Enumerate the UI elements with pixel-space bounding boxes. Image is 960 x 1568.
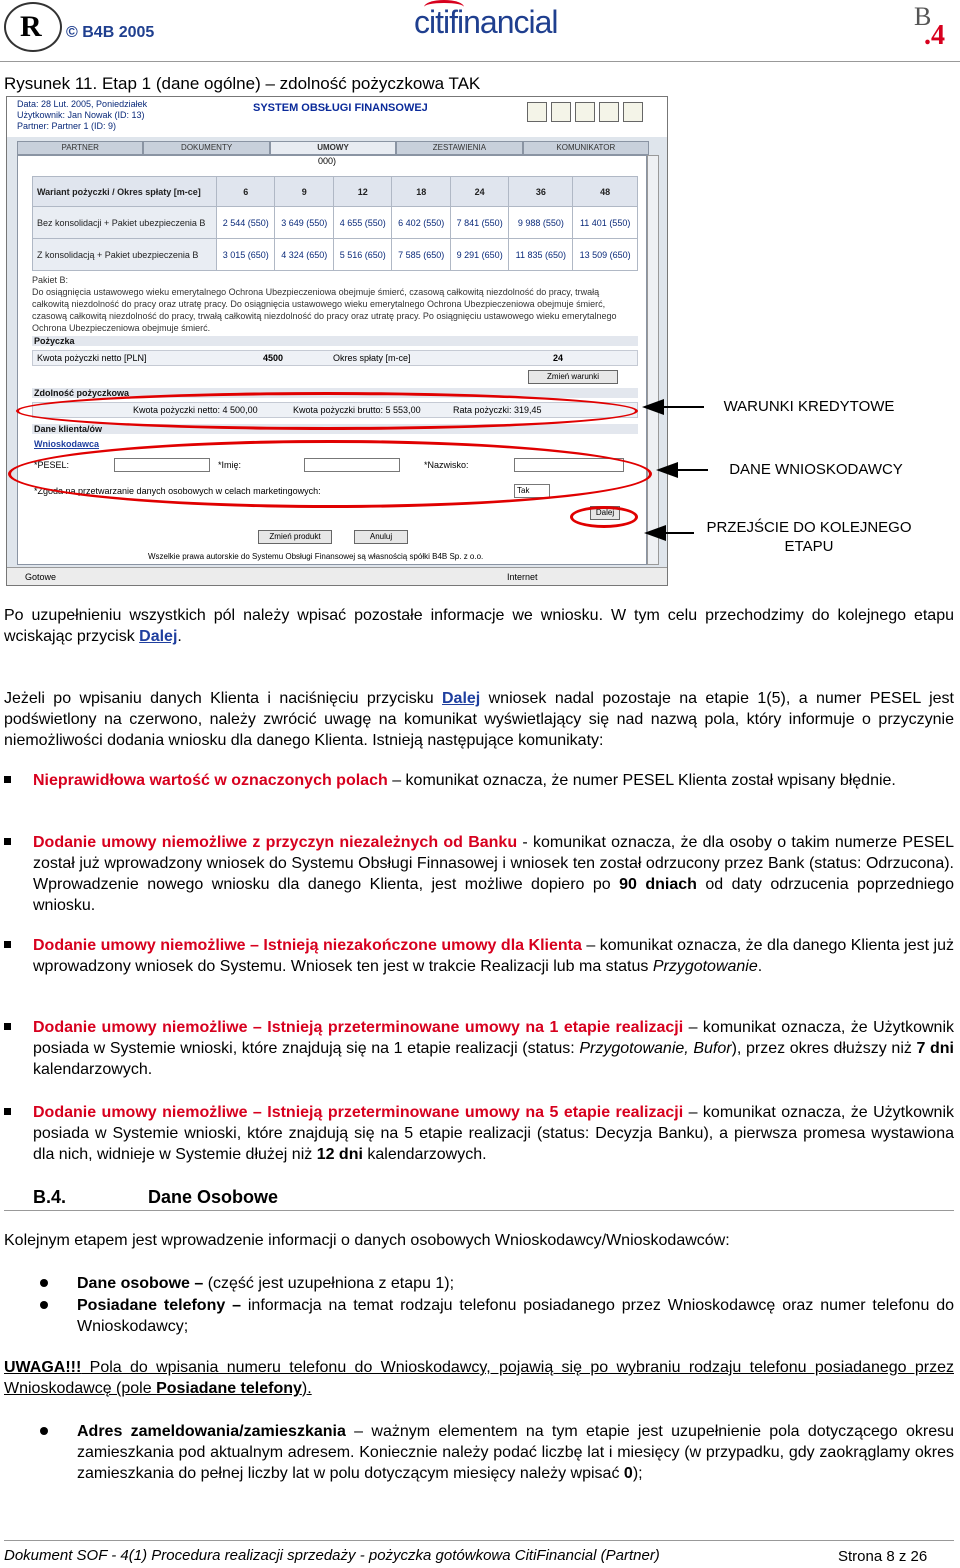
square-bullet-icon bbox=[4, 838, 11, 845]
kwota-netto: Kwota pożyczki netto: 4 500,00 bbox=[133, 405, 258, 415]
logout-icon[interactable] bbox=[623, 102, 643, 122]
tab-zestawienia[interactable]: ZESTAWIENIA bbox=[396, 141, 522, 155]
text: ). bbox=[301, 1380, 312, 1397]
text: Posiadane telefony – bbox=[77, 1297, 242, 1314]
arrow-line bbox=[664, 532, 694, 534]
tab-partner[interactable]: PARTNER bbox=[17, 141, 143, 155]
table-cell[interactable]: 2 544 (550) bbox=[217, 207, 275, 239]
loan-variant-table bbox=[32, 176, 638, 271]
zmien-produkt-button[interactable]: Zmień produkt bbox=[258, 530, 332, 544]
b4b-logo-top: B bbox=[914, 2, 932, 31]
text: ), przez okres dłuższy niż bbox=[731, 1040, 917, 1057]
text: Adres zameldowania/zamieszkania bbox=[77, 1423, 346, 1440]
table-cell[interactable]: 4 655 (550) bbox=[333, 207, 391, 239]
square-bullet-icon bbox=[4, 1023, 11, 1030]
seal-letter: R bbox=[20, 10, 42, 43]
dalej-link[interactable]: Dalej bbox=[441, 690, 481, 707]
footer-divider bbox=[4, 1540, 954, 1541]
kwota-label: Kwota pożyczki netto [PLN] bbox=[37, 353, 147, 363]
table-cell[interactable]: 3 649 (550) bbox=[275, 207, 333, 239]
app-screenshot bbox=[6, 96, 668, 586]
text: wniosek nadal pozostaje na etapie 1(5), a numer PESEL jest podświetlony na czerwono, należy zwrócić uwagę na komunikat wyświetlający się nad nazwą pola, który informuje o przyczynie niemożliwości dodania wniosku dla danego Klienta. Istnieją następujące komunikaty: bbox=[4, 690, 954, 749]
tab-umowy[interactable]: UMOWY bbox=[270, 141, 396, 155]
round-bullet-icon bbox=[40, 1427, 48, 1435]
okres-label: Okres spłaty [m-ce] bbox=[333, 353, 411, 363]
text: Posiadane telefony bbox=[156, 1380, 302, 1397]
palette-icon[interactable] bbox=[575, 102, 595, 122]
paragraph-intro bbox=[4, 605, 954, 647]
month-18: 18 bbox=[392, 177, 450, 207]
main-tabs bbox=[17, 141, 649, 155]
table-row bbox=[33, 207, 638, 239]
arrow-left-icon bbox=[644, 525, 666, 541]
pakiet-title: Pakiet B: bbox=[32, 275, 69, 285]
row-label: Z konsolidacją + Pakiet ubezpieczenia B bbox=[33, 239, 217, 271]
imie-label: *Imię: bbox=[218, 460, 242, 470]
square-bullet-icon bbox=[4, 941, 11, 948]
print-icon[interactable] bbox=[527, 102, 547, 122]
message-item bbox=[33, 770, 954, 791]
app-toolbar bbox=[527, 102, 643, 122]
copyright-notice: © B4B 2005 bbox=[66, 24, 155, 41]
b4b-logo bbox=[904, 2, 956, 54]
arrow-left-icon bbox=[642, 399, 664, 415]
table-row bbox=[33, 239, 638, 271]
zgoda-label: *Zgoda na przetwarzanie danych osobowych w celach marketingowych: bbox=[34, 486, 321, 496]
pozyczka-section: Pożyczka bbox=[32, 336, 638, 346]
square-bullet-icon bbox=[4, 1108, 11, 1115]
app-header bbox=[7, 97, 667, 137]
text: UWAGA!!! bbox=[4, 1359, 82, 1376]
table-cell[interactable]: 6 402 (550) bbox=[392, 207, 450, 239]
text: 90 dniach bbox=[619, 876, 697, 893]
table-cell[interactable]: 3 015 (650) bbox=[217, 239, 275, 271]
callout-dane: DANE WNIOSKODAWCY bbox=[729, 461, 903, 478]
list-item bbox=[77, 1295, 954, 1337]
text: Przygotowanie, Bufor bbox=[579, 1040, 732, 1057]
zmien-warunki-button[interactable]: Zmień warunki bbox=[528, 370, 618, 384]
text: 12 dni bbox=[316, 1146, 363, 1163]
month-12: 12 bbox=[333, 177, 391, 207]
dalej-highlight-ellipse bbox=[570, 506, 638, 528]
text: informacja na temat rodzaju telefonu posiadanego przez Wnioskodawcę oraz numer telefonu do Wnioskodawcy; bbox=[77, 1297, 955, 1335]
tab-komunikator[interactable]: KOMUNIKATOR bbox=[523, 141, 649, 155]
table-cell[interactable]: 11 401 (550) bbox=[573, 207, 638, 239]
text: Po uzupełnieniu wszystkich pól należy wpisać pozostałe informacje we wniosku. W tym celu przechodzimy do kolejnego etapu wciskając przycisk bbox=[4, 607, 954, 645]
text: kalendarzowych. bbox=[362, 1146, 487, 1163]
message-title: Dodanie umowy niemożliwe – Istnieją niezakończone umowy dla Klienta bbox=[33, 937, 582, 954]
message-title: Nieprawidłowa wartość w oznaczonych polach bbox=[33, 772, 388, 789]
text: – komunikat oznacza, że dla danego Klienta jest już wprowadzony wniosek do Systemu. Wniosek ten jest w trakcie Realizacji lub ma status bbox=[33, 937, 955, 975]
text: – komunikat oznacza, że numer PESEL Klienta został wpisany błędnie. bbox=[387, 772, 896, 789]
message-title: Dodanie umowy niemożliwe – Istnieją przeterminowane umowy na 1 etapie realizacji bbox=[33, 1019, 684, 1036]
page-number: Strona 8 z 26 bbox=[838, 1548, 928, 1565]
tab-dokumenty[interactable]: DOKUMENTY bbox=[143, 141, 269, 155]
message-item bbox=[33, 935, 954, 977]
pakiet-text: Do osiągnięcia ustawowego wieku emerytalnego Ochrona Ubezpieczeniowa obejmuje śmierć, czasową całkowitą niezdolność do pracy, trwałą całkowitą niezdolność do pracy oraz utratę pracy. Do osiągnięcia ustawowego wieku emerytalnego Ochrona Ubezpieczeniowa obejmuje śmierć, czasową całkowitą niezdolność do pracy, trwałą całkowitą niezdolność do pracy oraz utratę pracy. Po osiągnięciu ustawowego wieku emerytalnego Ochrona Ubezpieczeniowa obejmuje śmierć. bbox=[32, 287, 617, 333]
page-header bbox=[0, 0, 960, 62]
paragraph-uwaga bbox=[4, 1357, 954, 1399]
status-zone: Internet bbox=[507, 572, 538, 582]
month-9: 9 bbox=[275, 177, 333, 207]
section-number: B.4. bbox=[33, 1187, 67, 1207]
kwota-brutto: Kwota pożyczki brutto: 5 553,00 bbox=[293, 405, 421, 415]
system-title: SYSTEM OBSŁUGI FINANSOWEJ bbox=[253, 102, 428, 114]
text: (część jest uzupełniona z etapu 1); bbox=[203, 1275, 455, 1292]
footer-document: Dokument SOF - 4(1) Procedura realizacji sprzedaży - pożyczka gotówkowa CitiFinancial (Partner) bbox=[4, 1547, 660, 1564]
pakiet-description bbox=[32, 274, 638, 334]
callout-warunki: WARUNKI KREDYTOWE bbox=[723, 398, 895, 415]
month-24: 24 bbox=[450, 177, 508, 207]
pesel-label: *PESEL: bbox=[34, 460, 70, 470]
row-label: Bez konsolidacji + Pakiet ubezpieczenia B bbox=[33, 207, 217, 239]
zdolnosc-section: Zdolność pożyczkowa bbox=[32, 388, 638, 398]
nazwisko-label: *Nazwisko: bbox=[424, 460, 469, 470]
text: Przygotowanie bbox=[652, 958, 758, 975]
text: – komunikat oznacza, że Użytkownik posiada w Systemie wnioski, które znajdują się na 1 etapie realizacji (status: bbox=[33, 1019, 955, 1057]
message-title: Dodanie umowy niemożliwe – Istnieją przeterminowane umowy na 5 etapie realizacji bbox=[33, 1104, 684, 1121]
variant-header: Wariant pożyczki / Okres spłaty [m-ce] bbox=[33, 177, 217, 207]
message-title: Dodanie umowy niemożliwe z przyczyn niezależnych od Banku bbox=[33, 834, 518, 851]
b4b-logo-bottom: .4 bbox=[924, 20, 945, 51]
text: Jeżeli po wpisaniu danych Klienta i naciśnięciu przycisku bbox=[4, 690, 442, 707]
text: Pola do wpisania numeru telefonu do Wnioskodawcy, pojawią się po wybraniu rodzaju telefonu posiadanego przez Wnioskodawcę (pole bbox=[4, 1359, 954, 1397]
text: – komunikat oznacza, że Użytkownik posiada w Systemie wnioski, które znajdują się na 5 etapie realizacji (status: Decyzja Banku), a pierwsza promesa wystawiona dla nich, widnieje w Systemie dłużej niż bbox=[33, 1104, 955, 1163]
text: Dane osobowe – bbox=[77, 1275, 204, 1292]
message-item bbox=[33, 832, 954, 916]
anuluj-button[interactable]: Anuluj bbox=[354, 530, 408, 544]
month-48: 48 bbox=[573, 177, 638, 207]
text: - komunikat oznacza, że dla osoby o takim numerze PESEL został już wprowadzony wniosek do Systemu Obsługi Finnasowej i wniosek ten został odrzucony przez Bank (status: Odrzucona). Wprowadzenie nowego wniosku dla danego Klienta, jest możliwe dopiero po bbox=[33, 834, 954, 893]
section-title: Dane Osobowe bbox=[148, 1187, 279, 1207]
browser-status-bar bbox=[7, 567, 667, 585]
figure-caption: Rysunek 11. Etap 1 (dane ogólne) – zdolność pożyczkowa TAK bbox=[4, 74, 481, 93]
section-divider bbox=[4, 1210, 954, 1211]
arrow-line bbox=[676, 469, 708, 471]
rata: Rata pożyczki: 319,45 bbox=[453, 405, 542, 415]
document-icon[interactable] bbox=[551, 102, 571, 122]
dane-klienta-section: Dane klienta/ów bbox=[32, 424, 638, 434]
session-info bbox=[17, 99, 147, 132]
table-cell[interactable]: 9 291 (650) bbox=[450, 239, 508, 271]
dalej-link[interactable]: Dalej bbox=[139, 628, 178, 645]
table-cell[interactable]: 11 835 (650) bbox=[509, 239, 573, 271]
table-header-row bbox=[33, 177, 638, 207]
session-user: Użytkownik: Jan Nowak (ID: 13) bbox=[17, 110, 145, 120]
text: od daty odrzucenia poprzedniego wniosku. bbox=[33, 876, 955, 914]
arrow-line bbox=[660, 406, 704, 408]
warunki-highlight-ellipse bbox=[16, 392, 638, 430]
dalej-button[interactable]: Dalej bbox=[590, 506, 620, 520]
okres-value: 24 bbox=[553, 353, 564, 363]
paragraph-dalej bbox=[4, 688, 954, 751]
table-cell[interactable]: 7 841 (550) bbox=[450, 207, 508, 239]
paragraph-next-stage: Kolejnym etapem jest wprowadzenie informacji o danych osobowych Wnioskodawcy/Wnioskodawców: bbox=[4, 1232, 730, 1249]
callout-przejscie: PRZEJŚCIE DO KOLEJNEGO ETAPU bbox=[706, 519, 912, 555]
help-icon[interactable] bbox=[599, 102, 619, 122]
vertical-scrollbar[interactable] bbox=[647, 155, 659, 565]
round-bullet-icon bbox=[40, 1301, 48, 1309]
list-item bbox=[77, 1421, 954, 1484]
table-cell[interactable]: 13 509 (650) bbox=[573, 239, 638, 271]
text: kalendarzowych. bbox=[33, 1061, 153, 1078]
session-date: Data: 28 Lut. 2005, Poniedziałek bbox=[17, 99, 148, 109]
message-item bbox=[33, 1017, 954, 1080]
text: . bbox=[757, 958, 763, 975]
square-bullet-icon bbox=[4, 776, 11, 783]
citifinancial-logo: citifinancial bbox=[414, 4, 558, 40]
month-6: 6 bbox=[217, 177, 275, 207]
loan-amount-row bbox=[32, 350, 638, 366]
month-36: 36 bbox=[509, 177, 573, 207]
quality-seal-logo bbox=[4, 2, 62, 52]
arrow-left-icon bbox=[656, 462, 678, 478]
round-bullet-icon bbox=[40, 1279, 48, 1287]
message-item bbox=[33, 1102, 954, 1165]
app-copyright: Wszelkie prawa autorskie do Systemu Obsługi Finansowej są własnością spółki B4B Sp. z o.o. bbox=[148, 552, 484, 561]
kwota-value: 4500 bbox=[263, 353, 284, 363]
status-ready: Gotowe bbox=[25, 572, 57, 582]
table-cell[interactable]: 5 516 (650) bbox=[333, 239, 391, 271]
zgoda-select[interactable]: Tak bbox=[514, 484, 550, 498]
text: . bbox=[177, 628, 182, 645]
table-cell[interactable]: 4 324 (650) bbox=[275, 239, 333, 271]
table-cell[interactable]: 9 988 (550) bbox=[509, 207, 573, 239]
text: 7 dni bbox=[916, 1040, 955, 1057]
text: ); bbox=[632, 1465, 643, 1482]
partial-text: 000) bbox=[318, 156, 337, 166]
wnioskodawca-link[interactable]: Wnioskodawca bbox=[34, 439, 100, 449]
dane-highlight-ellipse bbox=[8, 440, 652, 508]
text: – ważnym elementem na tym etapie jest uzupełnienie pola dotyczącego okresu zamieszkania pod aktualnym adresem. Koniecznie należy podać liczbę lat i miesięcy (w przypadku, gdy zaokrąglamy okres zamieszkania do pełnej liczby lat w polu dotyczącym miesięcy należy wpisać bbox=[77, 1423, 955, 1482]
session-partner: Partner: Partner 1 (ID: 9) bbox=[17, 121, 117, 131]
table-cell[interactable]: 7 585 (650) bbox=[392, 239, 450, 271]
text: 0 bbox=[623, 1465, 633, 1482]
list-item bbox=[77, 1273, 954, 1294]
